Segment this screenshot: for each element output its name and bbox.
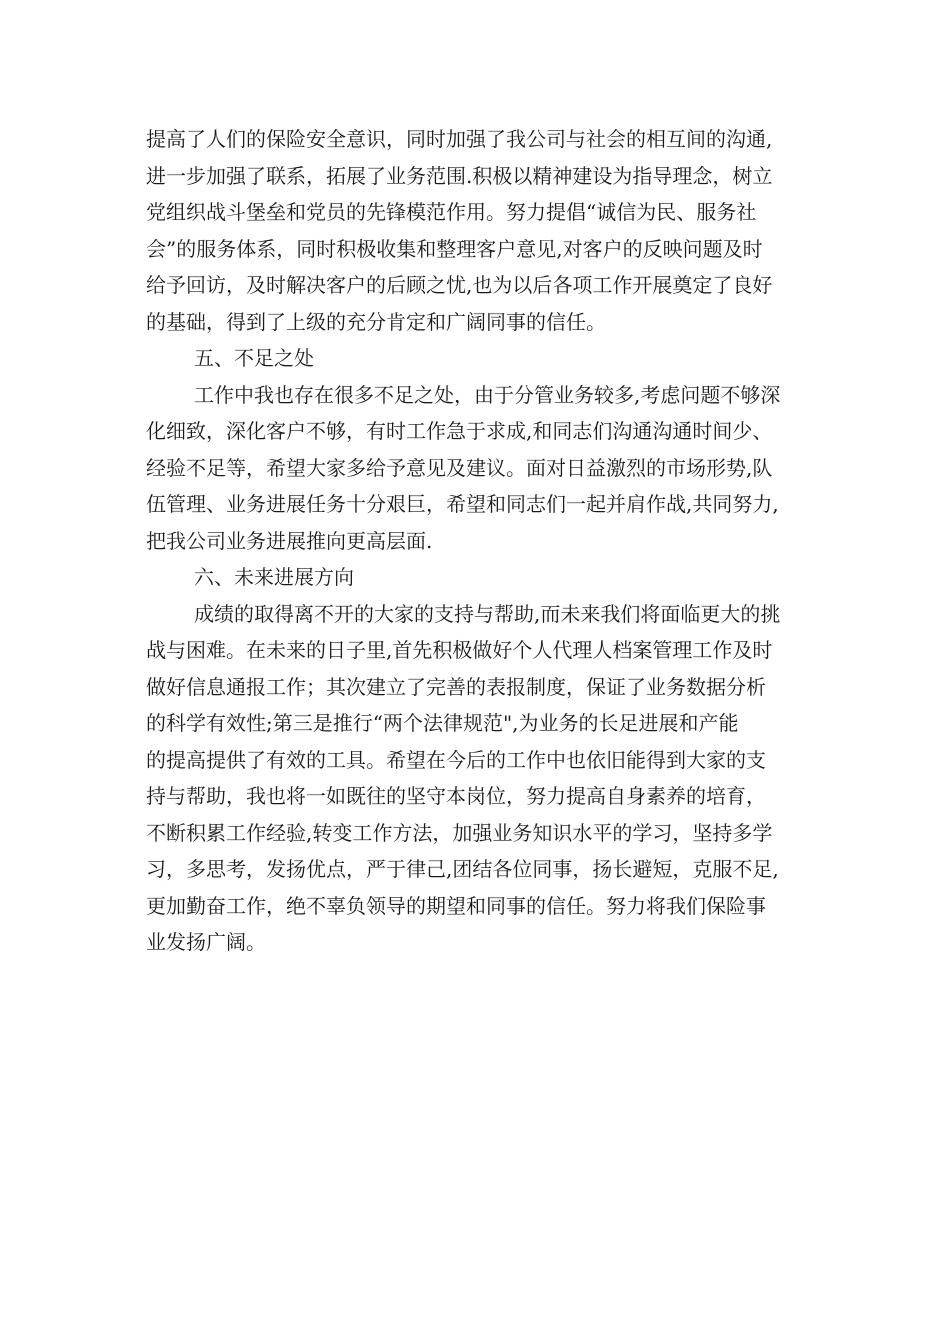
text-line: 党组织战斗堡垒和党员的先锋模范作用。努力提倡“诚信为民、服务社 [146,200,757,224]
text-line: 会”的服务体系，同时积极收集和整理客户意见,对客户的反映问题及时 [146,236,763,261]
text-line: 业发扬广阔。 [146,930,266,954]
text-line: 伍管理、业务进展任务十分艰巨，希望和同志们一起并肩作战,共同努力, [146,492,779,516]
text-line: 不断积累工作经验,转变工作方法，加强业务知识水平的学习，坚持多学 [146,820,773,845]
text-line: 经验不足等，希望大家多给予意见及建议。面对日益激烈的市场形势,队 [146,455,773,480]
text-line: 提高了人们的保险安全意识，同时加强了我公司与社会的相互间的沟通, [146,127,773,151]
text-line: 更加勤奋工作，绝不辜负领导的期望和同事的信任。努力将我们保险事 [146,893,766,918]
document-body [146,121,816,961]
text-line: 把我公司业务进展推向更高层面. [146,528,433,553]
section-heading-future-direction: 六、未来进展方向 [194,565,354,589]
text-line: 工作中我也存在很多不足之处，由于分管业务较多,考虑问题不够深 [194,382,781,407]
text-line: 化细致，深化客户不够，有时工作急于求成,和同志们沟通沟通时间少、 [146,419,773,443]
text-line: 的科学有效性;第三是推行“两个法律规范",为业务的长足进展和产能 [146,711,739,735]
text-line: 战与困难。在未来的日子里,首先积极做好个人代理人档案管理工作及时 [146,638,773,662]
text-line: 的基础，得到了上级的充分肯定和广阔同事的信任。 [146,309,606,334]
text-line: 持与帮助，我也将一如既往的坚守本岗位，努力提高自身素养的培育， [146,784,766,808]
section-heading-shortcomings: 五、不足之处 [194,346,314,370]
text-line: 的提高提供了有效的工具。希望在今后的工作中也依旧能得到大家的支 [146,747,766,772]
text-line: 进一步加强了联系，拓展了业务范围.积极以精神建设为指导理念，树立 [146,163,773,188]
text-line: 习，多思考，发扬优点，严于律己,团结各位同事，扬长避短，克服不足, [146,857,779,881]
text-line: 做好信息通报工作；其次建立了完善的表报制度，保证了业务数据分析 [146,674,766,699]
text-line: 给予回访，及时解决客户的后顾之忧,也为以后各项工作开展奠定了良好 [146,273,773,297]
text-line: 成绩的取得离不开的大家的支持与帮助,而未来我们将面临更大的挑 [194,601,781,626]
